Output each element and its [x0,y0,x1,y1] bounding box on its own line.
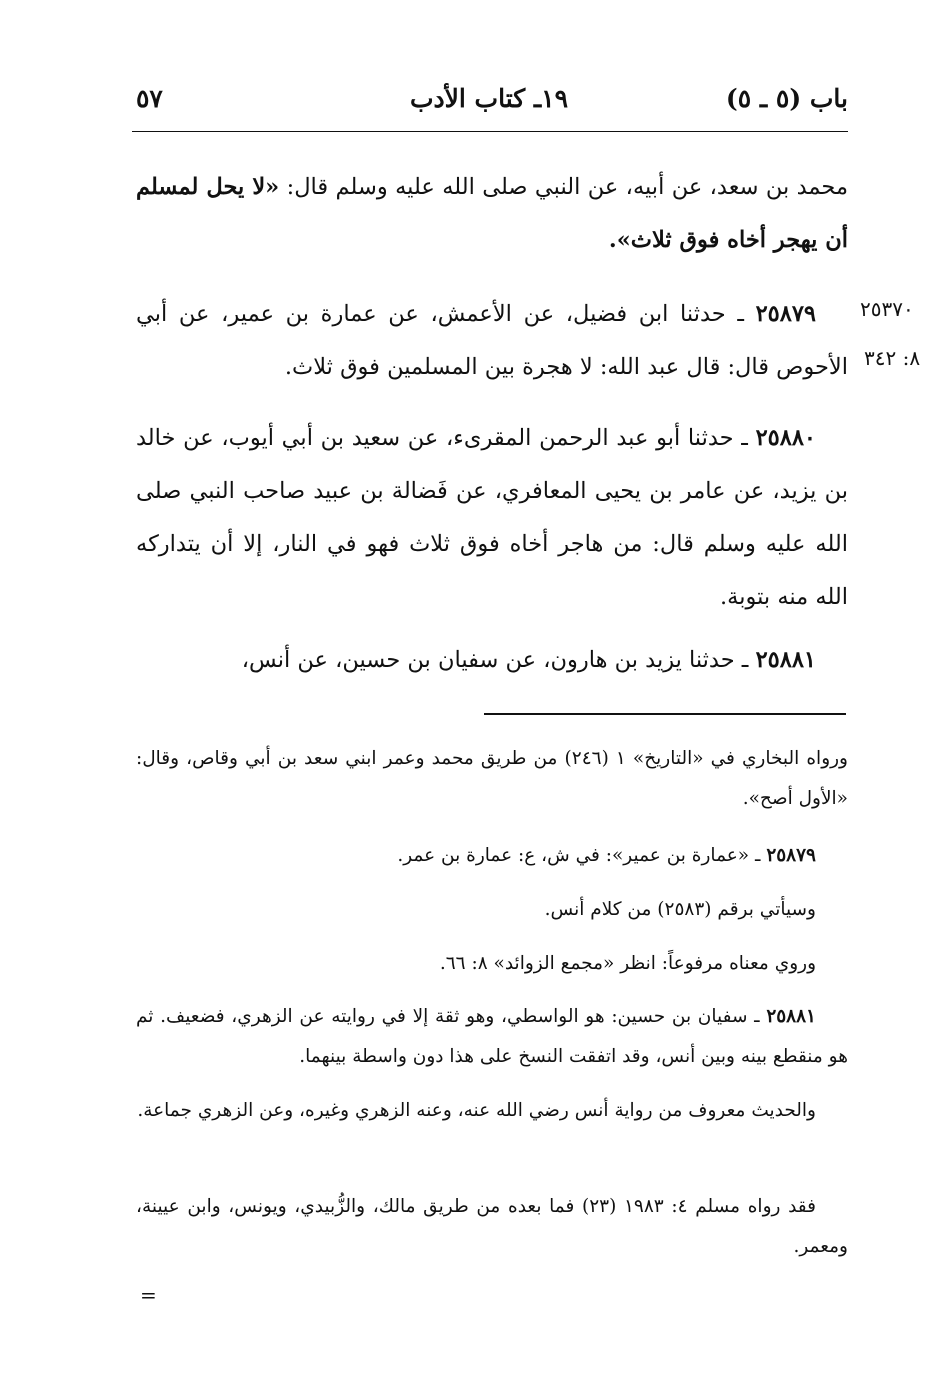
hadith-text: محمد بن سعد، عن أبيه، عن النبي صلى الله عليه وسلم قال: [279,174,848,200]
footnote-25879 [136,836,848,876]
hadith-continuation [136,161,848,267]
footnote-1: ورواه البخاري في «التاريخ» ١ (٢٤٦) من طريق محمد وعمر ابني سعد بن أبي وقاص، وقال: «الأول أصح». [136,748,848,809]
hadith-number: ٢٥٨٧٩ [755,301,816,327]
continuation-mark: = [140,1283,157,1307]
hadith-text: ـ حدثنا يزيد بن هارون، عن سفيان بن حسين، عن أنس، [241,647,756,673]
hadith-25880 [136,412,848,624]
hadith-text: ـ حدثنا أبو عبد الرحمن المقرىء، عن سعيد بن أبي أيوب، عن خالد بن يزيد، عن عامر بن يحيى المعافري، عن فَضالة بن عبيد صاحب النبي صلى الله عليه وسلم قال: من هاجر أخاه فوق ثلاث فهو في النار، إلا أن يتداركه الله منه بتوبة. [136,425,848,610]
margin-ref-2: ٨: ٣٤٢ [864,346,921,370]
footnote-text: فقد رواه مسلم ٤: ١٩٨٣ (٢٣) فما بعده من طريق مالك، والزُّبيدي، ويونس، وابن عيينة، ومعمر. [136,1196,848,1257]
running-header [130,84,848,124]
footnote-text: ـ «عمارة بن عمير»: في ش، ع: عمارة بن عمر. [397,845,767,866]
footnote-number: ٢٥٨٧٩ [766,845,816,866]
hadith-number: ٢٥٨٨٠ [755,425,816,451]
hadith-quote: «لا يحل لمسلم أن يهجر أخاه فوق ثلاث». [136,174,848,253]
hadith-text: ـ حدثنا ابن فضيل، عن الأعمش، عن عمارة بن عمير، عن أبي الأحوص قال: قال عبد الله: لا هجرة بين المسلمين فوق ثلاث. [136,301,848,380]
margin-ref-1: ٢٥٣٧٠ [860,297,914,321]
footnote-25881 [136,997,848,1077]
footnote-number: ٢٥٨٨١ [766,1006,816,1027]
footnote-text: وسيأتي برقم (٢٥٨٣) من كلام أنس. [544,899,816,920]
footnote-4 [136,944,848,984]
book-title: ١٩ـ كتاب الأدب [409,84,569,113]
hadith-number: ٢٥٨٨١ [755,647,816,673]
hadith-25881 [136,634,848,687]
page-number: ٥٧ [136,84,163,113]
footnote-text: ـ سفيان بن حسين: هو الواسطي، وهو ثقة إلا في روايته عن الزهري، فضعيف. ثم هو منقطع بينه وبين أنس، وقد اتفقت النسخ على هذا دون واسطة بينهما. [136,1006,848,1067]
footnote-6 [136,1091,848,1131]
footnote-text: والحديث معروف من رواية أنس رضي الله عنه، وعنه الزهري وغيره، وعن الزهري جماعة. [137,1100,816,1121]
footnote-3 [136,890,848,930]
hadith-25879 [136,288,848,394]
footnote-7 [136,1187,848,1267]
footnote-text: وروي معناه مرفوعاً: انظر «مجمع الزوائد» ٨: ٦٦. [439,953,816,974]
footnote-rule [484,713,846,715]
chapter-title: باب (٥ ـ ٥) [725,84,848,113]
header-rule [132,131,848,132]
